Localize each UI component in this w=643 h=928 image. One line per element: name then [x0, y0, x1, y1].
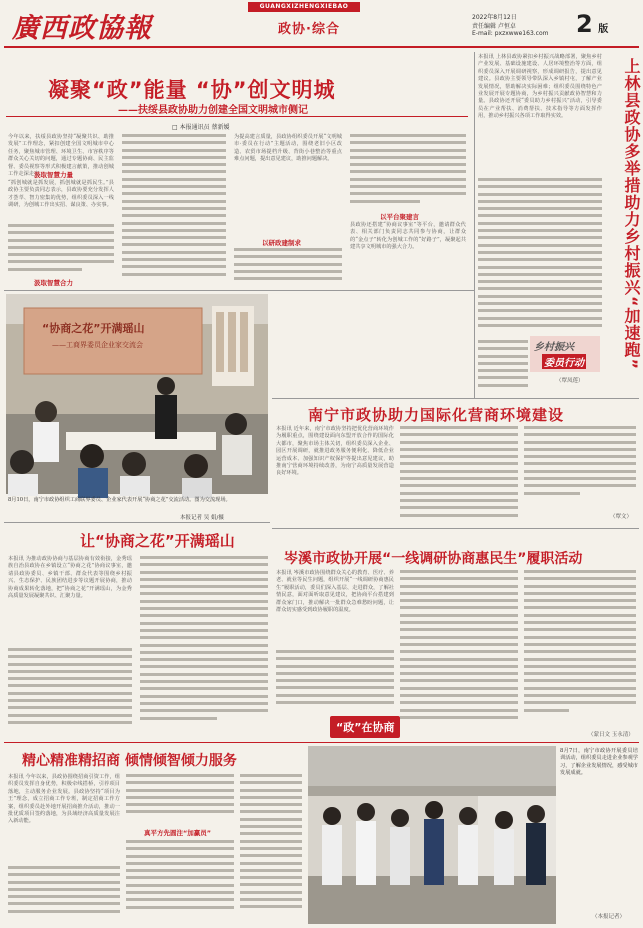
newspaper-logo: 廣西政協報 — [12, 13, 152, 44]
lead-headline-rule — [6, 116, 468, 117]
lead-body-col1b: “抓创城就是抓发展，抓创城就是抓民生。”县政协主要负责同志表示，县政协要充分发挥人才荟萃、智力密集的优势，组织委员深入一线调研，为创城工作出实招、谋良策、办实事。 — [8, 180, 114, 209]
lead-text-lines-col3 — [234, 248, 342, 286]
side-column-badge — [530, 336, 600, 372]
masthead-rule — [4, 46, 639, 48]
lead-article — [6, 52, 470, 288]
lead-headline: 凝聚“政”能量 “协”创文明城 — [48, 78, 336, 102]
masthead-pinyin-banner: GUANGXIZHENGXIEBAO — [248, 2, 360, 12]
yaoshan-headline: 让“协商之花”开满瑶山 — [80, 532, 235, 550]
nanning-credit: （覃文） — [610, 514, 633, 520]
cenxi-top-rule — [272, 528, 639, 529]
side-column-divider — [474, 52, 475, 398]
side-column-lines — [478, 178, 602, 336]
nanning-top-rule — [272, 398, 639, 399]
nanning-lines-col3 — [524, 426, 636, 506]
cenxi-headline: 岑溪市政协开展“一线调研协商惠民生”履职活动 — [284, 551, 583, 567]
page-number-suffix: 版 — [598, 24, 609, 35]
bottom-right-credit: （本报记者） — [592, 914, 626, 920]
side-column-lines-2 — [478, 340, 528, 392]
cenxi-lines-col2 — [400, 570, 518, 730]
nanning-headline: 南宁市政协助力国际化营商环境建设 — [308, 406, 565, 424]
lead-body-col1: 今年以来，扶绥县政协坚持“凝聚共识、助推发展”工作理念，紧扣创建全国文明城市中心任务，聚焦城市管理、环境卫生、市容秩序等群众关心关切的问题，通过专题协商、民主监督、委员视察等形式积极建言献策，推动创城工作走深走实。 — [8, 134, 114, 178]
bottom-feature-lines-col3 — [240, 774, 302, 924]
yaoshan-lines-col1 — [8, 648, 132, 732]
yaoshan-top-rule — [4, 522, 270, 523]
yaoshan-body: 本报讯 为推动政协协商与基层协商有效衔接，金秀瑶族自治县政协在乡镇设立“协商之花”协商议事室，邀请县政协委员、乡镇干部、群众代表等围绕乡村振兴、生态保护、民族团结进步等议题开展协商，推动协商成果转化落地，把“协商之花”开满瑶山，为金秀高质量发展凝聚共识、汇聚力量。 — [8, 556, 132, 600]
bottom-feature-rule — [4, 742, 639, 743]
date-line: 2022年8月12日 — [472, 14, 517, 21]
cenxi-lines-col1 — [276, 650, 394, 714]
cenxi-badge: “政”在协商 — [330, 716, 400, 738]
lead-section-head-1: 汲取智慧力量 — [34, 171, 73, 179]
lead-body-col4: 县政协还搭建“协商议事室”等平台，邀请群众代表、相关部门负责同志共同参与协商，让群众的“金点子”转化为创城工作的“好路子”，凝聚起共建共享文明城市的强大合力。 — [350, 222, 466, 251]
cenxi-credit: （蒙日文 玉永清） — [588, 732, 634, 738]
yaoshan-lines-col2 — [140, 556, 268, 732]
bottom-feature-body: 本报讯 今年以来，县政协围绕招商引资工作，组织委员发挥自身优势，积极牵线搭桥，引荐项目落地，主动服务企业发展。县政协坚持“项目为王”理念，成立招商工作专班，制定招商工作方案，组织委员赴外地开展招商推介活动，推动一批优质项目签约落地，为县域经济高质量发展注入新动能。 — [8, 774, 120, 825]
section-label: 政协·综合 — [278, 22, 340, 37]
photo-caption: 8月10日，南宁市政协组织工商联界委员、企业家代表开展“协商之花”交流活动。图为交流现场。 — [8, 497, 231, 503]
bottom-feature-lines-col1 — [8, 866, 120, 924]
side-column-body: 本报讯 上林县政协紧扣乡村振兴战略部署，聚焦乡村产业发展、基础设施建设、人居环境整治等方面，组织委员深入开展调研视察，形成调研报告，提出意见建议。县政协主要领导带队深入乡镇村屯，了解产业发展情况，帮助解决实际困难；组织委员围绕特色产业发展开展专题协商，为乡村振兴贡献政协智慧和力量。县政协还开展“委员助力乡村振兴”活动，引导委员在产业帮扶、消费帮扶、技术指导等方面发挥作用，推动乡村振兴各项工作取得实效。 — [478, 54, 602, 120]
masthead — [0, 0, 643, 50]
cenxi-lines-col3 — [524, 570, 636, 730]
bottom-feature-lines-col2b — [126, 840, 234, 924]
lead-section-head-4: 以平台聚建言 — [380, 213, 419, 221]
nanning-body: 本报讯 近年来，南宁市政协坚持把优化营商环境作为履职重点，围绕建设面向东盟开放合作的国际化大都市，聚焦市场主体关切，组织委员深入企业、园区开展调研，就推进政务服务便利化、降低企业运营成本、加强知识产权保护等提出意见建议，助推南宁营商环境持续改善，为南宁高质量发展营造良好环境。 — [276, 426, 394, 477]
lead-byline: □ 本报通讯员 蔡新媛 — [172, 124, 230, 131]
lead-body-col3: 为提高建言质量，县政协组织委员开展“文明城市·委员在行动”主题活动，围绕老旧小区改造、农贸市场提档升级、背街小巷整治等重点难点问题，提出意见建议，助推问题解决。 — [234, 134, 342, 163]
side-column-credit: （覃凤莲） — [556, 378, 584, 384]
lead-section-head-2: 汲取智慧合力 — [34, 279, 73, 287]
bottom-right-caption: 8月7日，南宁市政协开展委员培训活动，组织委员走进企业参观学习，了解企业发展情况，感受城市发展成就。 — [560, 748, 638, 777]
page-number-digit: 2 — [576, 10, 593, 38]
bottom-feature-lines-col2a — [126, 774, 234, 824]
meeting-photo — [6, 294, 268, 494]
lead-subheadline: ——扶绥县政协助力创建全国文明城市侧记 — [118, 105, 308, 116]
nanning-lines-col2 — [400, 426, 518, 526]
badge-line-2: 委员行动 — [542, 354, 586, 369]
lead-text-lines-col1 — [8, 224, 114, 274]
lead-section-head-3: 以研政建制求 — [262, 239, 301, 247]
lead-text-lines-col4a — [350, 134, 466, 208]
lead-text-lines-col2 — [122, 134, 226, 284]
photo-banner-line-2: ——工商界委员企业家交流会 — [52, 341, 143, 349]
page-number — [576, 10, 608, 38]
photo-credit: 本报记者 吴 娟/摄 — [180, 515, 224, 521]
editor-line: 责任编辑 卢恒卓 — [472, 23, 516, 30]
photo-banner-line-1: “协商之花”开满瑶山 — [42, 322, 145, 335]
cenxi-body: 本报讯 岑溪市政协围绕群众关心的教育、医疗、养老、就业等民生问题，组织开展“一线调研协商惠民生”履职活动，委员们深入基层、走进群众，了解社情民意，面对面听取意见建议，把协商平台搭建到群众家门口，推动解决一批群众急难愁盼问题，让群众切实感受到政协履职的温度。 — [276, 570, 394, 614]
bottom-feature-section-head: 真平方先圆注“加赢员” — [144, 829, 212, 837]
lead-bottom-rule — [4, 290, 474, 291]
side-column-title: 上林县政协多举措助力乡村振兴“加速跑” — [622, 58, 641, 371]
email-line: E-mail: pxzxwwe163.com — [472, 30, 549, 37]
visit-photo-illustration — [308, 746, 556, 924]
bottom-feature-headline: 精心精准精招商 倾情倾智倾力服务 — [22, 753, 237, 769]
badge-line-1: 乡村振兴 — [534, 342, 574, 353]
visit-photo — [308, 746, 556, 924]
